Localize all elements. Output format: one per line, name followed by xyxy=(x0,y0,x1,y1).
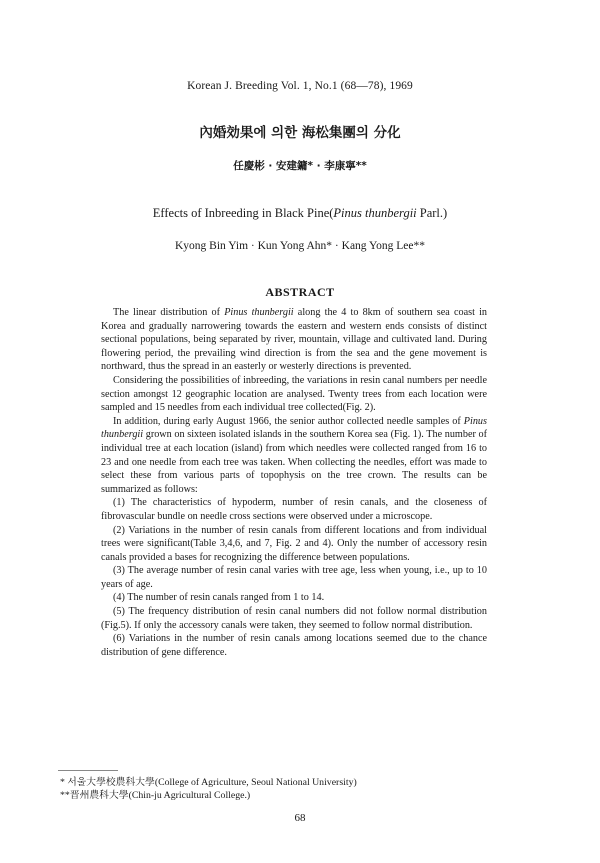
abstract-paragraph: In addition, during early August 1966, the senior author collected needle samples of Pinus thunbergii grown on sixteen isolated islands in the southern Korea sea (Fig. 1). The number of individual tree at each location (island) from which needles were collected ranged from 16 to 23 and one needle from each tree was taken. When collecting the needles, effort was made to select these from various parts of topophysis on the tree crown. The results can be summarized as follows: xyxy=(101,415,487,495)
page-number: 68 xyxy=(294,812,306,824)
abstract-heading: ABSTRACT xyxy=(265,285,335,299)
footnote-affiliation-1: * 서울大學校農科大學(College of Agriculture, Seoul National University) xyxy=(60,777,357,788)
result-item: (5) The frequency distribution of resin canal numbers did not follow normal distribution (Fig.5). If only the accessory canals were taken, they seemed to follow normal distribution. xyxy=(101,606,487,631)
korean-title: 內婚効果에 의한 海松集團의 分化 xyxy=(199,125,401,141)
species-name: Pinus thunbergii xyxy=(333,206,417,220)
abstract-body xyxy=(101,306,487,659)
result-item: (4) The number of resin canals ranged from 1 to 14. xyxy=(113,592,325,604)
result-item: (3) The average number of resin canal varies with tree age, less when young, i.e., up to 10 years of age. xyxy=(101,565,487,590)
species-name: Pinus thunbergii xyxy=(101,415,487,441)
result-item: (1) The characteristics of hypoderm, number of resin canals, and the closeness of fibrovascular bundle on needle cross sections were observed under a microscope. xyxy=(101,497,487,522)
result-item: (2) Variations in the number of resin canals from different locations and from individual trees were significant(Table 3,4,6, and 7, Fig. 2 and 4). Only the number of accessory resin canals provided a bases for recognizing the difference between populations. xyxy=(101,524,487,563)
footnote-affiliation-2: **晋州農科大學(Chin-ju Agricultural College.) xyxy=(60,790,251,801)
species-name: Pinus thunbergii xyxy=(224,307,294,318)
result-item: (6) Variations in the number of resin canals among locations seemed due to the chance distribution of gene difference. xyxy=(101,633,487,658)
korean-authors: 任慶彬 · 安建鏞* · 李康寧** xyxy=(233,160,367,172)
abstract-paragraph: The linear distribution of Pinus thunbergii along the 4 to 8km of southern sea coast in Korea and gradually narrowering towards the eastern and western ends consists of distinct sectional populations, being separated by river, mountain, village and cultivated land. During flowering period, the prevailing wind direction is from the sea and the gene movement is northward, thus the spread in an easterly or westerly directions is prevented. xyxy=(101,307,487,373)
english-title: Effects of Inbreeding in Black Pine(Pinus thunbergii Parl.) xyxy=(152,206,448,220)
journal-citation: Korean J. Breeding Vol. 1, No.1 (68—78), 1969 xyxy=(187,80,413,92)
footnotes xyxy=(60,776,357,802)
abstract-paragraph: Considering the possibilities of inbreeding, the variations in resin canal numbers per needle section amongst 12 geographic location are analysed. Twenty trees from each location were sampled and 15 needles from each individual tree collected(Fig. 2). xyxy=(101,374,487,414)
english-authors: Kyong Bin Yim · Kun Yong Ahn* · Kang Yong Lee** xyxy=(174,240,426,252)
footnote-rule xyxy=(58,770,118,771)
